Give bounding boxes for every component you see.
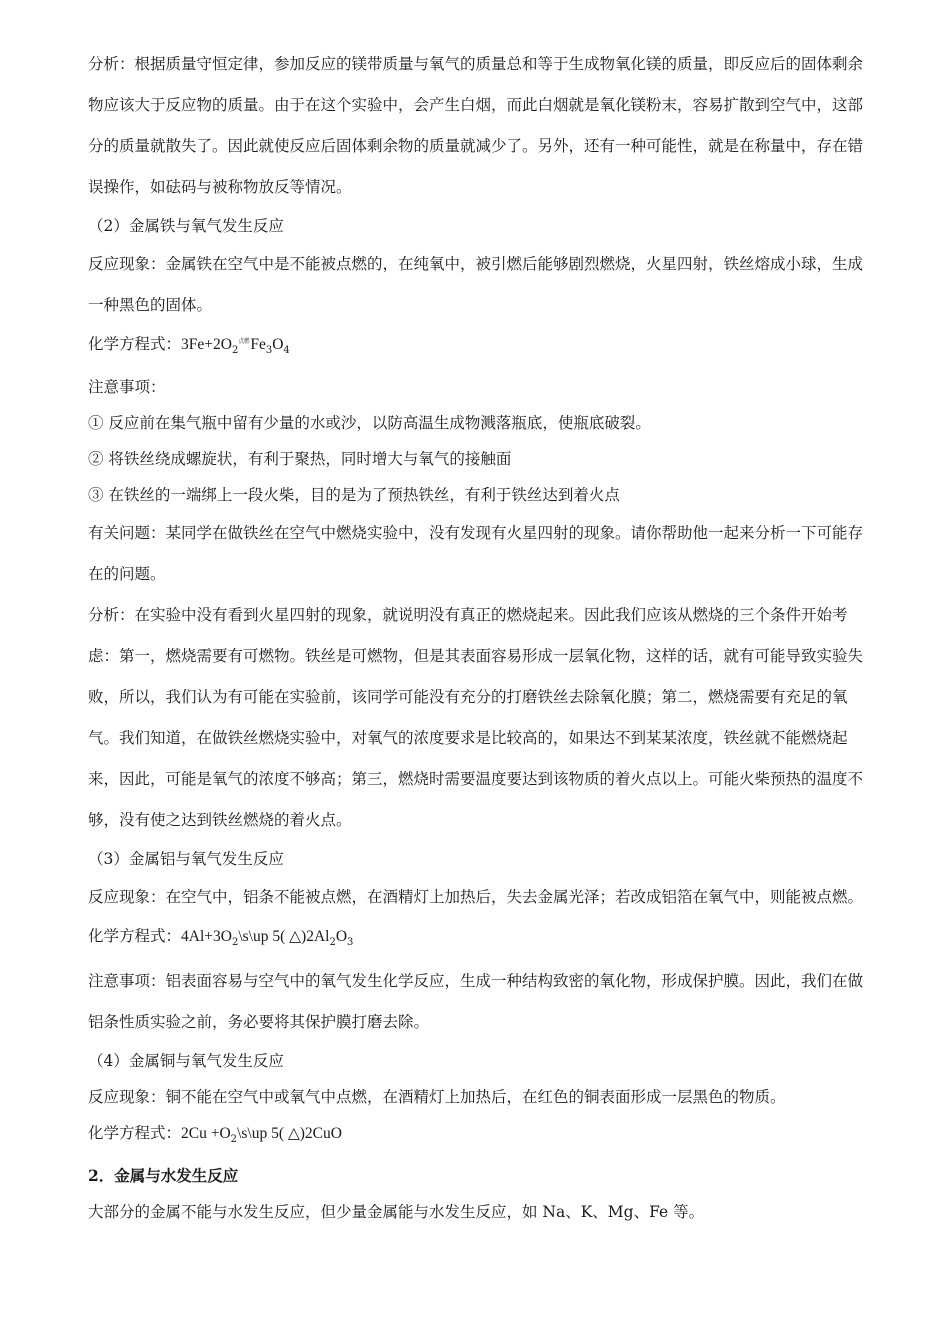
al-equation-a: 4Al+3O <box>181 928 232 946</box>
al-notes-paragraph: 注意事项：铝表面容易与空气中的氧气发生化学反应，生成一种结构致密的氧化物，形成保护膜。因此，我们在做铝条性质实验之前，务必要将其保护膜打磨去除。 <box>88 972 864 1032</box>
cu-equation <box>88 1115 864 1158</box>
al-section-title: （3）金属铝与氧气发生反应 <box>88 850 284 869</box>
fe-analysis-paragraph: 分析：在实验中没有看到火星四射的现象，就说明没有真正的燃烧起来。因此我们应该从燃烧的三个条件开始考虑：第一，燃烧需要有可燃物。铁丝是可燃物，但是其表面容易形成一层氧化物，这样的话，就有可能导致实验失败，所以，我们认为有可能在实验前，该同学可能没有充分的打磨铁丝去除氧化膜；第二，燃烧需要有充足的氧气。我们知道，在做铁丝燃烧实验中，对氧气的浓度要求是比较高的，如果达不到某某浓度，铁丝就不能燃烧起来，因此，可能是氧气的浓度不够高；第三，燃烧时需要温度要达到该物质的着火点以上。可能火柴预热的温度不够，没有使之达到铁丝燃烧的着火点。 <box>88 606 864 830</box>
al-equation-c: O <box>335 928 348 946</box>
fe-equation <box>88 326 864 369</box>
al-equation-sub1: 2 <box>231 937 239 949</box>
fe-equation-left: 3Fe+2O <box>181 336 232 353</box>
fe-notes-title: 注意事项： <box>88 378 166 397</box>
cu-equation-sub1: 2 <box>230 1134 238 1146</box>
al-equation-label: 化学方程式： <box>88 927 182 946</box>
fe-equation-right-sub2: 4 <box>283 345 290 357</box>
fe-equation-left-sub: 2 <box>231 345 239 357</box>
fe-note-1: ① 反应前在集气瓶中留有少量的水或沙，以防高温生成物溅落瓶底，使瓶底破裂。 <box>88 414 651 433</box>
fe-question-paragraph: 有关问题：某同学在做铁丝在空气中燃烧实验中，没有发现有火星四射的现象。请你帮助他一起来分析一下可能存在的问题。 <box>88 524 864 584</box>
fe-section-title: （2）金属铁与氧气发生反应 <box>88 217 284 235</box>
cu-equation-label: 化学方程式： <box>88 1124 182 1143</box>
cu-phenomenon-paragraph: 反应现象：铜不能在空气中或氧气中点燃，在酒精灯上加热后，在红色的铜表面形成一层黑色的物质。 <box>88 1088 786 1107</box>
fe-equation-right-sub1: 3 <box>265 345 273 357</box>
cu-equation-a: 2Cu +O <box>181 1125 231 1143</box>
water-section-heading: 2．金属与水发生反应 <box>88 1166 239 1186</box>
al-equation-sub2: 2 <box>329 937 336 949</box>
fe-equation-right-a: Fe <box>250 336 266 353</box>
al-equation <box>88 918 864 961</box>
fe-phenomenon-paragraph: 反应现象：金属铁在空气中是不能被点燃的，在纯氧中，被引燃后能够剧烈燃烧，火星四射，铁丝熔成小球，生成一种黑色的固体。 <box>88 255 864 314</box>
fe-equation-condition: 点燃 <box>238 338 250 345</box>
fe-note-3: ③ 在铁丝的一端绑上一段火柴，目的是为了预热铁丝，有利于铁丝达到着火点 <box>88 486 620 505</box>
fe-equation-right-b: O <box>272 336 284 353</box>
al-phenomenon-paragraph: 反应现象：在空气中，铝条不能被点燃，在酒精灯上加热后，失去金属光泽；若改成铝箔在氧气中，则能被点燃。 <box>88 888 864 907</box>
al-equation-sub3: 3 <box>347 937 354 949</box>
water-paragraph: 大部分的金属不能与水发生反应，但少量金属能与水发生反应，如 Na、K、Mg、Fe 等。 <box>88 1203 705 1222</box>
al-equation-b: \s\up 5( △)2Al <box>238 928 330 946</box>
cu-section-title: （4）金属铜与氧气发生反应 <box>88 1052 284 1071</box>
cu-equation-b: \s\up 5( △)2CuO <box>237 1125 342 1143</box>
fe-note-2: ② 将铁丝绕成螺旋状，有利于聚热，同时增大与氧气的接触面 <box>88 450 512 469</box>
mg-analysis-paragraph: 分析：根据质量守恒定律，参加反应的镁带质量与氧气的质量总和等于生成物氧化镁的质量，即反应后的固体剩余物应该大于反应物的质量。由于在这个实验中，会产生白烟，而此白烟就是氧化镁粉末，容易扩散到空气中，这部分的质量就散失了。因此就使反应后固体剩余物的质量就减少了。另外，还有一种可能性，就是在称量中，存在错误操作，如砝码与被称物放反等情况。 <box>88 55 864 196</box>
fe-equation-label: 化学方程式： <box>88 335 182 353</box>
